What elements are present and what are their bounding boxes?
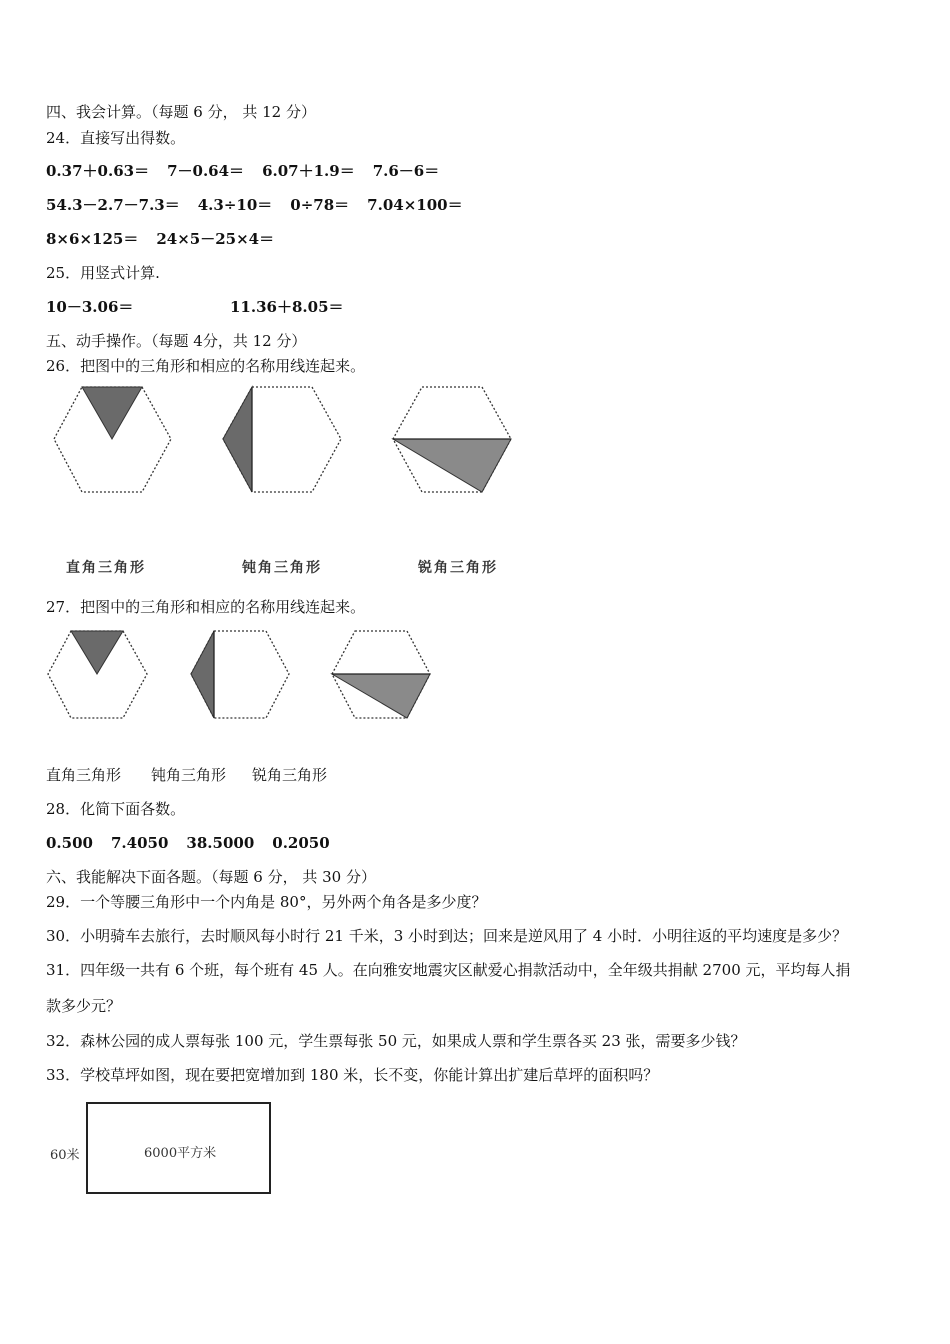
- q26-name-acute: 锐角三角形: [418, 560, 498, 576]
- q32: 32．森林公园的成人票每张 100 元，学生票每张 50 元，如果成人票和学生票各买 23 张，需要多少钱？: [46, 1032, 746, 1050]
- q27-hexagon-1: [46, 629, 150, 721]
- section6-heading: 六、我能解决下面各题。（每题 6 分， 共 30 分）: [46, 868, 376, 886]
- q27-names: [46, 765, 327, 785]
- q24-item: 7.6－6＝: [372, 162, 440, 180]
- q28-item: 0.500: [46, 834, 93, 852]
- figure-side-label: 60米: [50, 1148, 80, 1163]
- q31-line1: 31．四年级一共有 6 个班，每个班有 45 人。在向雅安地震灾区献爱心捐款活动中，全年级共捐献 2700 元，平均每人捐: [46, 961, 851, 979]
- q26-name-right: 直角三角形: [66, 560, 146, 576]
- q24-item: 24×5－25×4＝: [156, 230, 275, 248]
- q26-name-obtuse: 钝角三角形: [242, 560, 322, 576]
- q24-item: 7.04×100＝: [367, 196, 463, 214]
- q27-label: 27．把图中的三角形和相应的名称用线连起来。: [46, 598, 366, 616]
- q25-item-1: 10－3.06＝: [46, 298, 134, 316]
- q27-name-obtuse: 钝角三角形: [151, 766, 227, 784]
- q27-name-right: 直角三角形: [46, 766, 122, 784]
- q27-name-acute: 锐角三角形: [252, 766, 328, 784]
- figure-area-label: 6000平方米: [144, 1146, 217, 1161]
- q24-row-2: [46, 195, 463, 215]
- q28-item: 7.4050: [110, 834, 169, 852]
- q24-item: 0.37＋0.63＝: [46, 162, 150, 180]
- q28-label: 28．化简下面各数。: [46, 800, 186, 818]
- q25-item-2: 11.36＋8.05＝: [230, 298, 344, 316]
- q25-label: 25．用竖式计算.: [46, 264, 160, 282]
- q26-label: 26．把图中的三角形和相应的名称用线连起来。: [46, 357, 366, 375]
- q30: 30．小明骑车去旅行，去时顺风每小时行 21 千米，3 小时到达；回来是逆风用了 4 小时．小明往返的平均速度是多少？: [46, 927, 848, 945]
- q24-row-3: [46, 229, 274, 249]
- section5-heading: 五、动手操作。（每题 4分，共 12 分）: [46, 332, 307, 350]
- q24-item: 0÷78＝: [290, 196, 350, 214]
- q24-item: 8×6×125＝: [46, 230, 139, 248]
- q24-item: 4.3÷10＝: [197, 196, 273, 214]
- q28-item: 0.2050: [272, 834, 330, 852]
- q27-hexagon-2: [188, 629, 292, 721]
- q27-hexagon-3: [329, 629, 433, 721]
- q29: 29．一个等腰三角形中一个内角是 80°，另外两个角各是多少度？: [46, 893, 487, 911]
- q24-item: 7－0.64＝: [167, 162, 245, 180]
- q24-item: 54.3－2.7－7.3＝: [46, 196, 180, 214]
- q24-label: 24．直接写出得数。: [46, 129, 186, 147]
- q26-hexagon-3: [390, 385, 514, 495]
- lawn-rectangle: [86, 1102, 271, 1194]
- q31-line2: 款多少元？: [46, 997, 122, 1015]
- q28-item: 38.5000: [186, 834, 255, 852]
- q24-item: 6.07＋1.9＝: [262, 162, 355, 180]
- q24-row-1: [46, 161, 439, 181]
- q26-hexagon-1: [52, 385, 174, 495]
- q33: 33．学校草坪如图，现在要把宽增加到 180 米，长不变，你能计算出扩建后草坪的面积吗？: [46, 1066, 659, 1084]
- q28-items: [46, 833, 330, 853]
- section4-heading: 四、我会计算。（每题 6 分， 共 12 分）: [46, 103, 316, 121]
- q26-hexagon-2: [220, 385, 344, 495]
